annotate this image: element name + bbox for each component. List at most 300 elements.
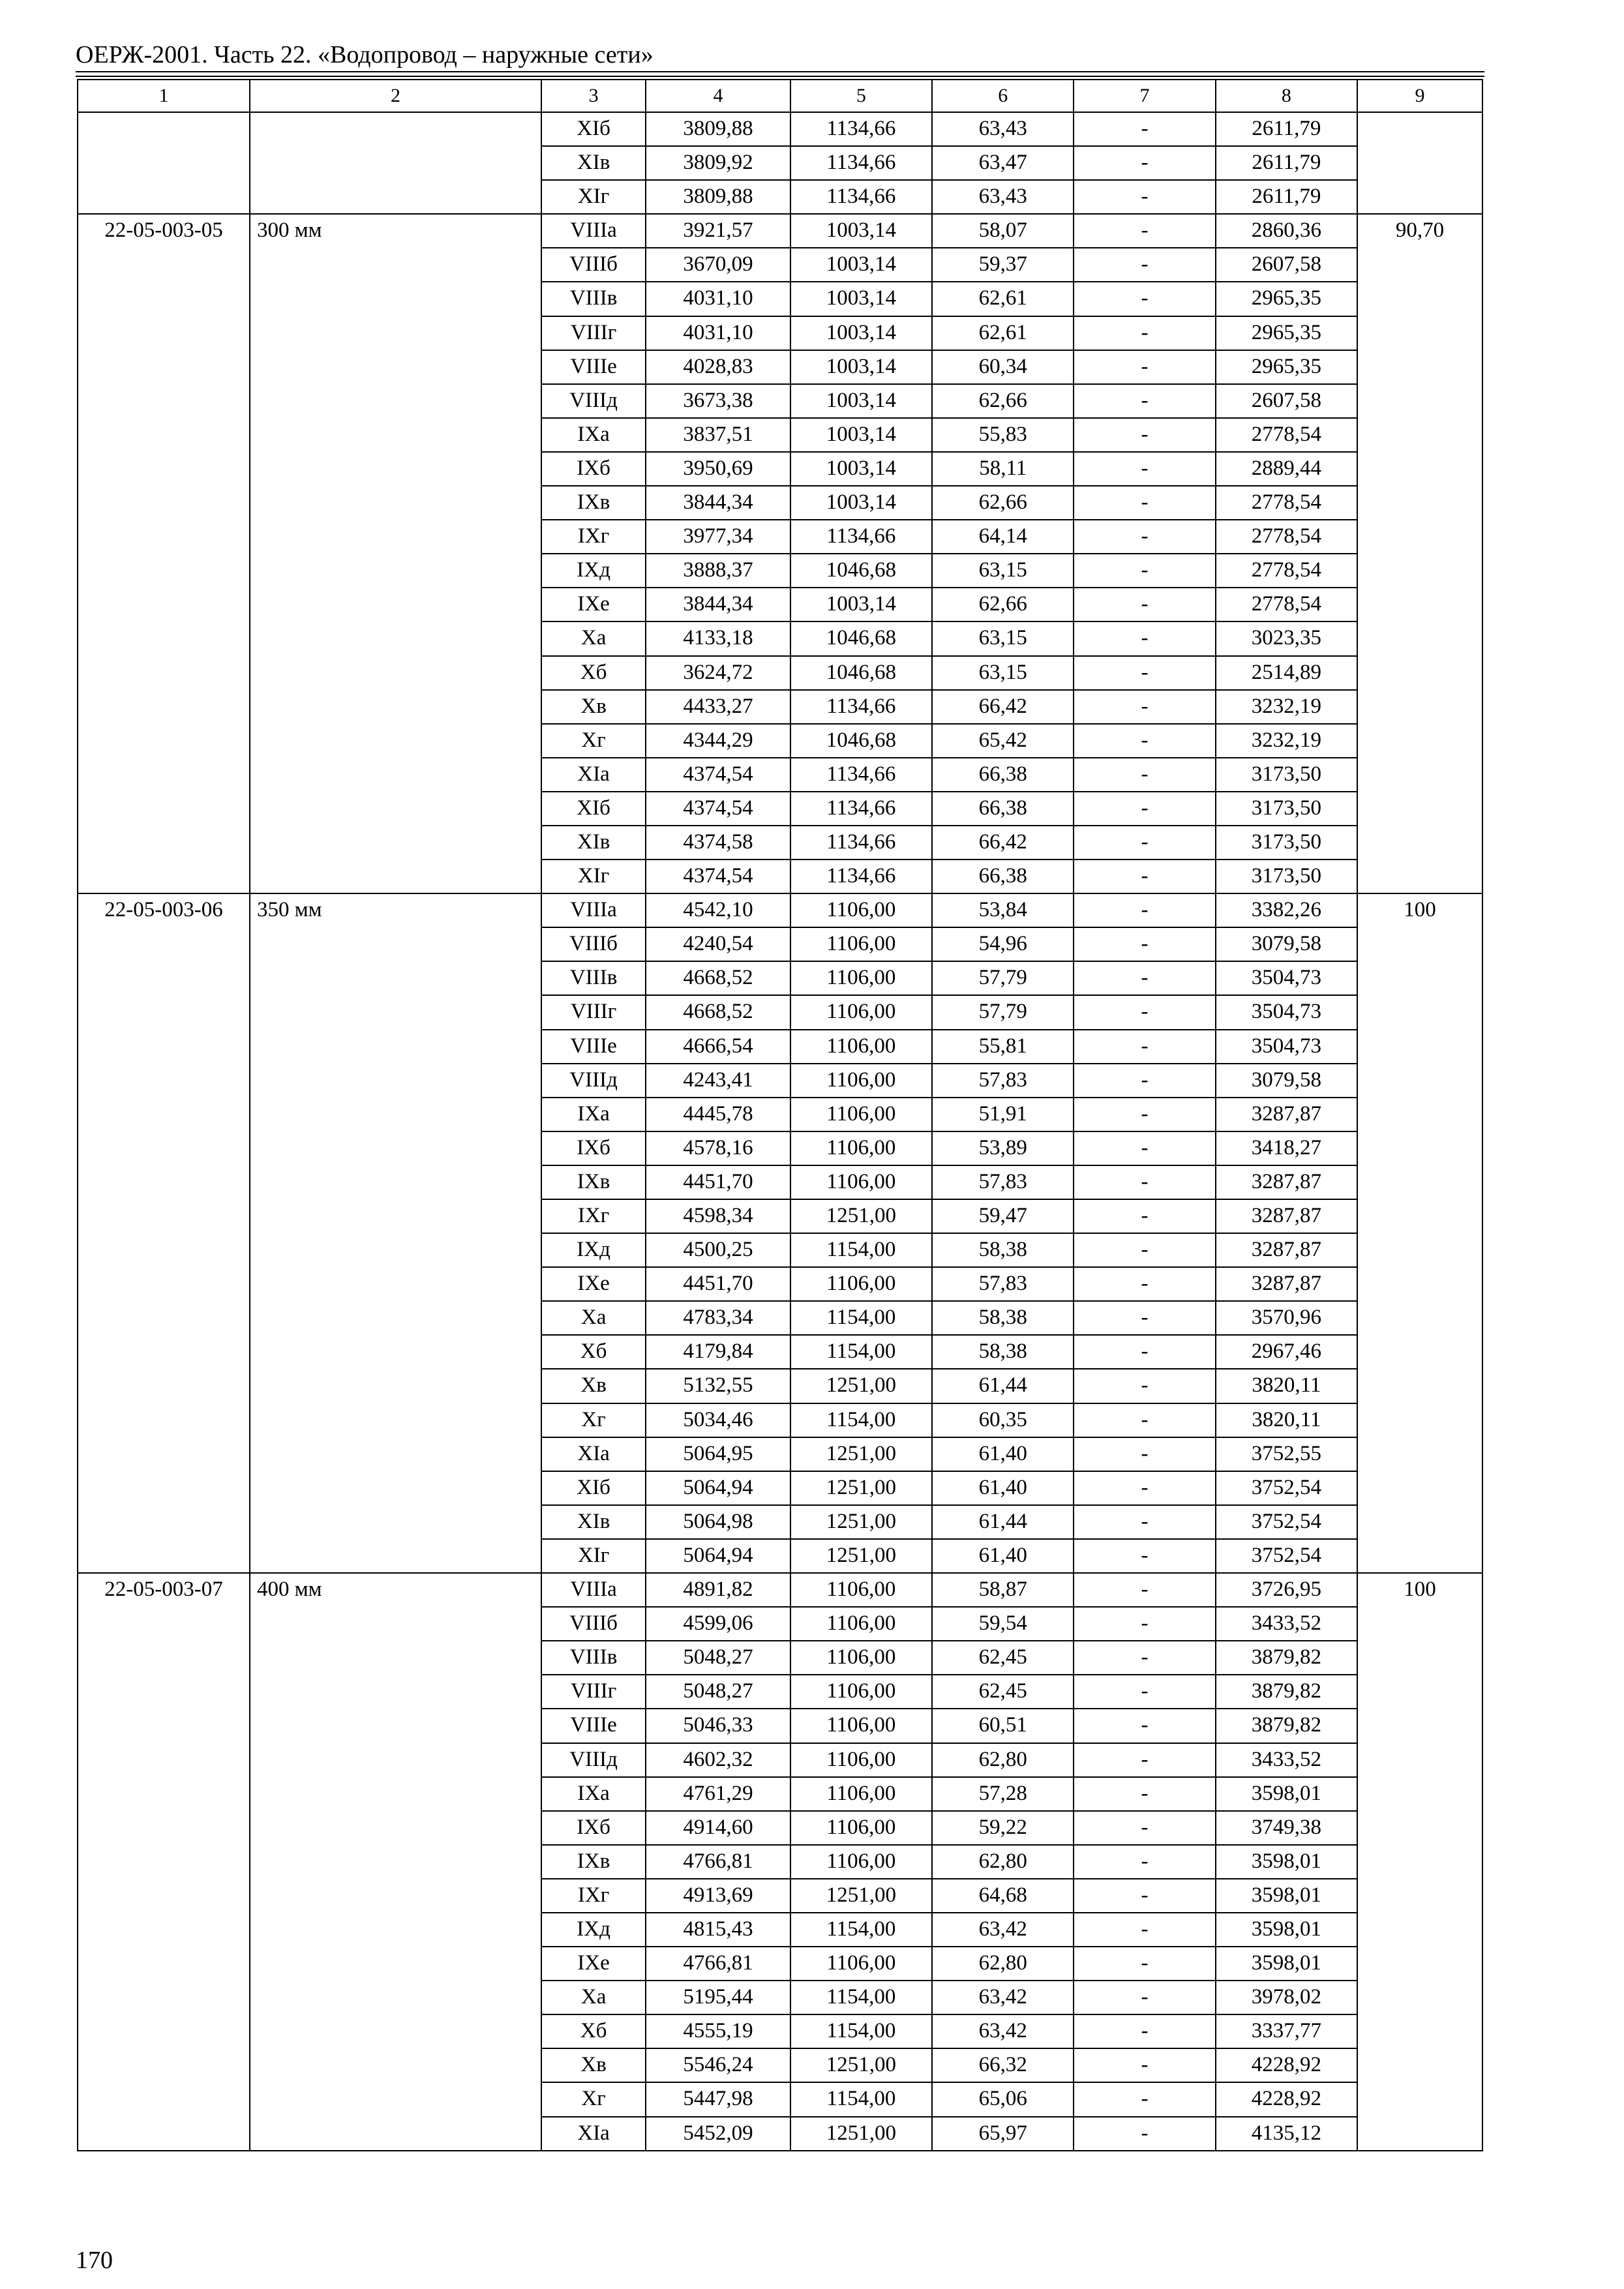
value-col-8-cell: 3173,50	[1216, 860, 1357, 893]
value-col-7-cell: -	[1074, 1471, 1215, 1505]
value-col-5-cell: 1251,00	[790, 1505, 932, 1539]
value-col-8-cell: 3433,52	[1216, 1743, 1357, 1777]
pipe-diameter-cell	[250, 282, 541, 316]
value-col-4-cell: 4815,43	[646, 1913, 790, 1947]
table-row	[78, 860, 1482, 893]
pipe-diameter-cell	[250, 1845, 541, 1879]
table-row	[78, 1131, 1482, 1165]
value-col-4-cell: 3977,34	[646, 520, 790, 554]
header-rule-bottom	[76, 76, 1484, 77]
value-col-5-cell: 1106,00	[790, 927, 932, 961]
value-col-8-cell: 2778,54	[1216, 588, 1357, 621]
pipe-diameter-cell	[250, 1675, 541, 1709]
table-row	[78, 1811, 1482, 1845]
table-row	[78, 418, 1482, 452]
value-col-7-cell: -	[1074, 1845, 1215, 1879]
zone-cell: IXг	[541, 520, 646, 554]
value-col-5-cell: 1003,14	[790, 282, 932, 316]
table-row	[78, 1335, 1482, 1369]
value-col-6-cell: 57,79	[932, 995, 1074, 1029]
value-col-5-cell: 1134,66	[790, 520, 932, 554]
value-col-7-cell: -	[1074, 1165, 1215, 1199]
value-col-5-cell: 1251,00	[790, 2048, 932, 2082]
rate-code-cell	[78, 656, 250, 690]
pipe-diameter-cell	[250, 2117, 541, 2151]
value-col-9-cell	[1357, 1267, 1482, 1301]
value-col-9-cell	[1357, 248, 1482, 282]
rate-code-cell	[78, 2014, 250, 2048]
value-col-5-cell: 1106,00	[790, 1845, 932, 1879]
value-col-6-cell: 65,42	[932, 724, 1074, 758]
rate-code-cell	[78, 180, 250, 214]
pipe-diameter-cell	[250, 2014, 541, 2048]
value-col-5-cell: 1251,00	[790, 2117, 932, 2151]
value-col-7-cell: -	[1074, 826, 1215, 860]
value-col-6-cell: 59,37	[932, 248, 1074, 282]
value-col-7-cell: -	[1074, 1437, 1215, 1471]
value-col-9-cell	[1357, 1098, 1482, 1131]
value-col-7-cell: -	[1074, 1879, 1215, 1913]
value-col-5-cell: 1134,66	[790, 180, 932, 214]
value-col-7-cell: -	[1074, 2117, 1215, 2151]
value-col-6-cell: 63,15	[932, 656, 1074, 690]
value-col-5-cell: 1003,14	[790, 316, 932, 350]
value-col-4-cell: 3844,34	[646, 588, 790, 621]
value-col-4-cell: 4433,27	[646, 690, 790, 724]
value-col-4-cell: 5048,27	[646, 1675, 790, 1709]
zone-cell: VIIIг	[541, 995, 646, 1029]
value-col-4-cell: 4668,52	[646, 961, 790, 995]
rate-code-cell	[78, 1030, 250, 1064]
value-col-7-cell: -	[1074, 384, 1215, 418]
value-col-8-cell: 3232,19	[1216, 690, 1357, 724]
table-row	[78, 2117, 1482, 2151]
value-col-4-cell: 3888,37	[646, 554, 790, 588]
value-col-5-cell: 1003,14	[790, 350, 932, 384]
value-col-4-cell: 4542,10	[646, 893, 790, 927]
zone-cell: VIIIе	[541, 350, 646, 384]
value-col-4-cell: 4028,83	[646, 350, 790, 384]
value-col-8-cell: 3287,87	[1216, 1098, 1357, 1131]
value-col-4-cell: 5064,94	[646, 1471, 790, 1505]
value-col-8-cell: 3382,26	[1216, 893, 1357, 927]
pipe-diameter-cell	[250, 554, 541, 588]
value-col-8-cell: 3598,01	[1216, 1913, 1357, 1947]
zone-cell: IXа	[541, 418, 646, 452]
value-col-9-cell	[1357, 961, 1482, 995]
zone-cell: VIIIб	[541, 248, 646, 282]
table-body	[78, 80, 1482, 2151]
value-col-9-cell	[1357, 1811, 1482, 1845]
value-col-9-cell	[1357, 1233, 1482, 1267]
value-col-4-cell: 4914,60	[646, 1811, 790, 1845]
zone-cell: XIг	[541, 180, 646, 214]
value-col-8-cell: 3598,01	[1216, 1845, 1357, 1879]
rate-code-cell	[78, 2082, 250, 2116]
table-row	[78, 961, 1482, 995]
value-col-9-cell	[1357, 860, 1482, 893]
rate-code-cell	[78, 520, 250, 554]
value-col-4-cell: 4500,25	[646, 1233, 790, 1267]
value-col-9-cell: 90,70	[1357, 214, 1482, 248]
value-col-9-cell	[1357, 1675, 1482, 1709]
rates-table	[77, 79, 1483, 2151]
value-col-4-cell: 4913,69	[646, 1879, 790, 1913]
value-col-4-cell: 3809,88	[646, 180, 790, 214]
value-col-5-cell: 1154,00	[790, 1233, 932, 1267]
rate-code-cell	[78, 1641, 250, 1675]
rate-code-cell	[78, 452, 250, 486]
value-col-6-cell: 58,07	[932, 214, 1074, 248]
value-col-7-cell: -	[1074, 995, 1215, 1029]
rate-code-cell	[78, 758, 250, 792]
value-col-5-cell: 1106,00	[790, 1641, 932, 1675]
pipe-diameter-cell	[250, 1437, 541, 1471]
value-col-9-cell	[1357, 826, 1482, 860]
column-number-9: 9	[1357, 80, 1482, 112]
rate-code-cell	[78, 350, 250, 384]
value-col-7-cell: -	[1074, 1573, 1215, 1607]
value-col-7-cell: -	[1074, 282, 1215, 316]
value-col-7-cell: -	[1074, 792, 1215, 826]
value-col-7-cell: -	[1074, 1369, 1215, 1403]
value-col-5-cell: 1046,68	[790, 724, 932, 758]
pipe-diameter-cell	[250, 1199, 541, 1233]
rate-code-cell	[78, 1879, 250, 1913]
value-col-4-cell: 5195,44	[646, 1981, 790, 2014]
pipe-diameter-cell: 400 мм	[250, 1573, 541, 1607]
value-col-8-cell: 3726,95	[1216, 1573, 1357, 1607]
column-number-4: 4	[646, 80, 790, 112]
zone-cell: Xб	[541, 1335, 646, 1369]
value-col-4-cell: 4891,82	[646, 1573, 790, 1607]
value-col-9-cell	[1357, 2082, 1482, 2116]
table-row	[78, 180, 1482, 214]
table-row	[78, 656, 1482, 690]
pipe-diameter-cell	[250, 1709, 541, 1743]
value-col-6-cell: 63,42	[932, 1913, 1074, 1947]
rate-code-cell	[78, 588, 250, 621]
value-col-7-cell: -	[1074, 690, 1215, 724]
value-col-4-cell: 4374,54	[646, 758, 790, 792]
value-col-8-cell: 3879,82	[1216, 1709, 1357, 1743]
value-col-8-cell: 3287,87	[1216, 1267, 1357, 1301]
value-col-5-cell: 1106,00	[790, 1098, 932, 1131]
zone-cell: Xг	[541, 1403, 646, 1437]
value-col-9-cell	[1357, 418, 1482, 452]
zone-cell: VIIIв	[541, 282, 646, 316]
value-col-7-cell: -	[1074, 588, 1215, 621]
value-col-9-cell	[1357, 452, 1482, 486]
rate-code-cell	[78, 1131, 250, 1165]
table-row	[78, 724, 1482, 758]
rate-code-cell	[78, 1233, 250, 1267]
value-col-6-cell: 54,96	[932, 927, 1074, 961]
zone-cell: Xг	[541, 724, 646, 758]
value-col-6-cell: 62,66	[932, 486, 1074, 520]
table-row	[78, 214, 1482, 248]
value-col-5-cell: 1106,00	[790, 1777, 932, 1811]
table-row	[78, 282, 1482, 316]
value-col-7-cell: -	[1074, 1947, 1215, 1981]
table-row	[78, 826, 1482, 860]
zone-cell: VIIIб	[541, 927, 646, 961]
zone-cell: VIIIд	[541, 384, 646, 418]
value-col-5-cell: 1251,00	[790, 1437, 932, 1471]
value-col-7-cell: -	[1074, 1641, 1215, 1675]
rate-code-cell	[78, 1845, 250, 1879]
value-col-4-cell: 4783,34	[646, 1301, 790, 1335]
value-col-5-cell: 1046,68	[790, 554, 932, 588]
value-col-6-cell: 64,14	[932, 520, 1074, 554]
rate-code-cell: 22-05-003-06	[78, 893, 250, 927]
table-row	[78, 1403, 1482, 1437]
zone-cell: VIIIд	[541, 1064, 646, 1098]
value-col-6-cell: 63,42	[932, 1981, 1074, 2014]
value-col-8-cell: 3570,96	[1216, 1301, 1357, 1335]
value-col-6-cell: 62,45	[932, 1675, 1074, 1709]
value-col-7-cell: -	[1074, 724, 1215, 758]
value-col-7-cell: -	[1074, 1030, 1215, 1064]
pipe-diameter-cell	[250, 1165, 541, 1199]
rate-code-cell	[78, 554, 250, 588]
table-row	[78, 1981, 1482, 2014]
value-col-8-cell: 2778,54	[1216, 520, 1357, 554]
value-col-4-cell: 4761,29	[646, 1777, 790, 1811]
value-col-9-cell: 100	[1357, 1573, 1482, 1607]
rate-code-cell: 22-05-003-07	[78, 1573, 250, 1607]
zone-cell: Xа	[541, 621, 646, 655]
value-col-5-cell: 1003,14	[790, 214, 932, 248]
pipe-diameter-cell	[250, 826, 541, 860]
value-col-9-cell	[1357, 2048, 1482, 2082]
table-row	[78, 1505, 1482, 1539]
table-row	[78, 621, 1482, 655]
value-col-6-cell: 62,80	[932, 1743, 1074, 1777]
value-col-6-cell: 59,22	[932, 1811, 1074, 1845]
value-col-8-cell: 3418,27	[1216, 1131, 1357, 1165]
value-col-4-cell: 3809,92	[646, 146, 790, 180]
table-row	[78, 690, 1482, 724]
value-col-9-cell	[1357, 1607, 1482, 1641]
value-col-6-cell: 57,83	[932, 1165, 1074, 1199]
pipe-diameter-cell	[250, 621, 541, 655]
value-col-5-cell: 1154,00	[790, 1301, 932, 1335]
value-col-5-cell: 1251,00	[790, 1879, 932, 1913]
value-col-7-cell: -	[1074, 214, 1215, 248]
rate-code-cell	[78, 1165, 250, 1199]
value-col-4-cell: 3624,72	[646, 656, 790, 690]
value-col-7-cell: -	[1074, 316, 1215, 350]
rate-code-cell	[78, 1981, 250, 2014]
pipe-diameter-cell	[250, 656, 541, 690]
value-col-4-cell: 5546,24	[646, 2048, 790, 2082]
value-col-6-cell: 61,40	[932, 1539, 1074, 1573]
zone-cell: VIIIб	[541, 1607, 646, 1641]
value-col-9-cell	[1357, 690, 1482, 724]
rate-code-cell	[78, 792, 250, 826]
value-col-7-cell: -	[1074, 1098, 1215, 1131]
table-row	[78, 2048, 1482, 2082]
value-col-6-cell: 66,32	[932, 2048, 1074, 2082]
zone-cell: XIа	[541, 758, 646, 792]
value-col-8-cell: 3504,73	[1216, 1030, 1357, 1064]
column-numbers-row	[78, 80, 1482, 112]
value-col-8-cell: 2611,79	[1216, 112, 1357, 146]
value-col-4-cell: 4602,32	[646, 1743, 790, 1777]
value-col-9-cell	[1357, 1743, 1482, 1777]
value-col-4-cell: 4668,52	[646, 995, 790, 1029]
value-col-7-cell: -	[1074, 180, 1215, 214]
rate-code-cell	[78, 1539, 250, 1573]
column-number-7: 7	[1074, 80, 1215, 112]
table-row	[78, 1675, 1482, 1709]
value-col-5-cell: 1106,00	[790, 1131, 932, 1165]
value-col-5-cell: 1106,00	[790, 1607, 932, 1641]
rate-code-cell	[78, 724, 250, 758]
value-col-7-cell: -	[1074, 146, 1215, 180]
value-col-4-cell: 3837,51	[646, 418, 790, 452]
value-col-5-cell: 1106,00	[790, 893, 932, 927]
value-col-8-cell: 2778,54	[1216, 418, 1357, 452]
value-col-5-cell: 1003,14	[790, 486, 932, 520]
table-row	[78, 1947, 1482, 1981]
rate-code-cell	[78, 690, 250, 724]
value-col-7-cell: -	[1074, 1709, 1215, 1743]
table-row	[78, 1573, 1482, 1607]
value-col-4-cell: 4374,54	[646, 792, 790, 826]
value-col-6-cell: 59,54	[932, 1607, 1074, 1641]
table-row	[78, 893, 1482, 927]
zone-cell: IXб	[541, 452, 646, 486]
table-row	[78, 1437, 1482, 1471]
value-col-8-cell: 4135,12	[1216, 2117, 1357, 2151]
pipe-diameter-cell	[250, 1131, 541, 1165]
value-col-8-cell: 2611,79	[1216, 146, 1357, 180]
pipe-diameter-cell	[250, 1030, 541, 1064]
value-col-7-cell: -	[1074, 1675, 1215, 1709]
value-col-8-cell: 2514,89	[1216, 656, 1357, 690]
value-col-7-cell: -	[1074, 1301, 1215, 1335]
rate-code-cell	[78, 1505, 250, 1539]
value-col-4-cell: 3844,34	[646, 486, 790, 520]
value-col-9-cell: 100	[1357, 893, 1482, 927]
value-col-7-cell: -	[1074, 486, 1215, 520]
value-col-9-cell	[1357, 1165, 1482, 1199]
value-col-7-cell: -	[1074, 1607, 1215, 1641]
value-col-7-cell: -	[1074, 1505, 1215, 1539]
pipe-diameter-cell	[250, 1471, 541, 1505]
rate-code-cell	[78, 1743, 250, 1777]
pipe-diameter-cell	[250, 248, 541, 282]
value-col-7-cell: -	[1074, 1335, 1215, 1369]
value-col-7-cell: -	[1074, 248, 1215, 282]
zone-cell: VIIIа	[541, 1573, 646, 1607]
value-col-9-cell	[1357, 384, 1482, 418]
value-col-6-cell: 62,45	[932, 1641, 1074, 1675]
value-col-6-cell: 57,79	[932, 961, 1074, 995]
value-col-8-cell: 2778,54	[1216, 486, 1357, 520]
value-col-5-cell: 1046,68	[790, 656, 932, 690]
value-col-9-cell	[1357, 724, 1482, 758]
value-col-4-cell: 5064,94	[646, 1539, 790, 1573]
value-col-7-cell: -	[1074, 1131, 1215, 1165]
pipe-diameter-cell	[250, 1981, 541, 2014]
value-col-8-cell: 2607,58	[1216, 384, 1357, 418]
zone-cell: XIг	[541, 860, 646, 893]
rate-code-cell	[78, 1098, 250, 1131]
pipe-diameter-cell	[250, 1743, 541, 1777]
zone-cell: Xа	[541, 1981, 646, 2014]
zone-cell: Xа	[541, 1301, 646, 1335]
table-row	[78, 1369, 1482, 1403]
value-col-9-cell	[1357, 1981, 1482, 2014]
value-col-6-cell: 62,66	[932, 588, 1074, 621]
value-col-8-cell: 3023,35	[1216, 621, 1357, 655]
zone-cell: IXг	[541, 1879, 646, 1913]
zone-cell: VIIIг	[541, 1675, 646, 1709]
rate-code-cell	[78, 1369, 250, 1403]
pipe-diameter-cell	[250, 927, 541, 961]
table-row	[78, 1301, 1482, 1335]
rate-code-cell	[78, 1675, 250, 1709]
value-col-5-cell: 1134,66	[790, 690, 932, 724]
value-col-7-cell: -	[1074, 893, 1215, 927]
value-col-7-cell: -	[1074, 656, 1215, 690]
value-col-9-cell	[1357, 180, 1482, 214]
table-row	[78, 1267, 1482, 1301]
pipe-diameter-cell	[250, 758, 541, 792]
pipe-diameter-cell	[250, 180, 541, 214]
value-col-5-cell: 1154,00	[790, 2014, 932, 2048]
value-col-9-cell	[1357, 486, 1482, 520]
value-col-4-cell: 4451,70	[646, 1267, 790, 1301]
value-col-6-cell: 61,40	[932, 1437, 1074, 1471]
value-col-4-cell: 4374,54	[646, 860, 790, 893]
value-col-9-cell	[1357, 927, 1482, 961]
value-col-5-cell: 1251,00	[790, 1369, 932, 1403]
rate-code-cell	[78, 1777, 250, 1811]
value-col-9-cell	[1357, 1641, 1482, 1675]
value-col-9-cell	[1357, 588, 1482, 621]
rate-code-cell	[78, 282, 250, 316]
value-col-7-cell: -	[1074, 1913, 1215, 1947]
value-col-6-cell: 55,83	[932, 418, 1074, 452]
pipe-diameter-cell	[250, 1403, 541, 1437]
value-col-5-cell: 1251,00	[790, 1199, 932, 1233]
value-col-4-cell: 4133,18	[646, 621, 790, 655]
value-col-9-cell	[1357, 1301, 1482, 1335]
value-col-5-cell: 1154,00	[790, 1403, 932, 1437]
value-col-4-cell: 5064,98	[646, 1505, 790, 1539]
value-col-5-cell: 1251,00	[790, 1471, 932, 1505]
zone-cell: VIIIв	[541, 961, 646, 995]
pipe-diameter-cell	[250, 995, 541, 1029]
value-col-8-cell: 3752,54	[1216, 1471, 1357, 1505]
value-col-4-cell: 4578,16	[646, 1131, 790, 1165]
value-col-8-cell: 4228,92	[1216, 2048, 1357, 2082]
value-col-7-cell: -	[1074, 1267, 1215, 1301]
value-col-7-cell: -	[1074, 2048, 1215, 2082]
table-row	[78, 2082, 1482, 2116]
value-col-4-cell: 5048,27	[646, 1641, 790, 1675]
value-col-8-cell: 4228,92	[1216, 2082, 1357, 2116]
column-number-3: 3	[541, 80, 646, 112]
value-col-7-cell: -	[1074, 350, 1215, 384]
table-row	[78, 1879, 1482, 1913]
value-col-9-cell	[1357, 1879, 1482, 1913]
value-col-6-cell: 57,83	[932, 1064, 1074, 1098]
